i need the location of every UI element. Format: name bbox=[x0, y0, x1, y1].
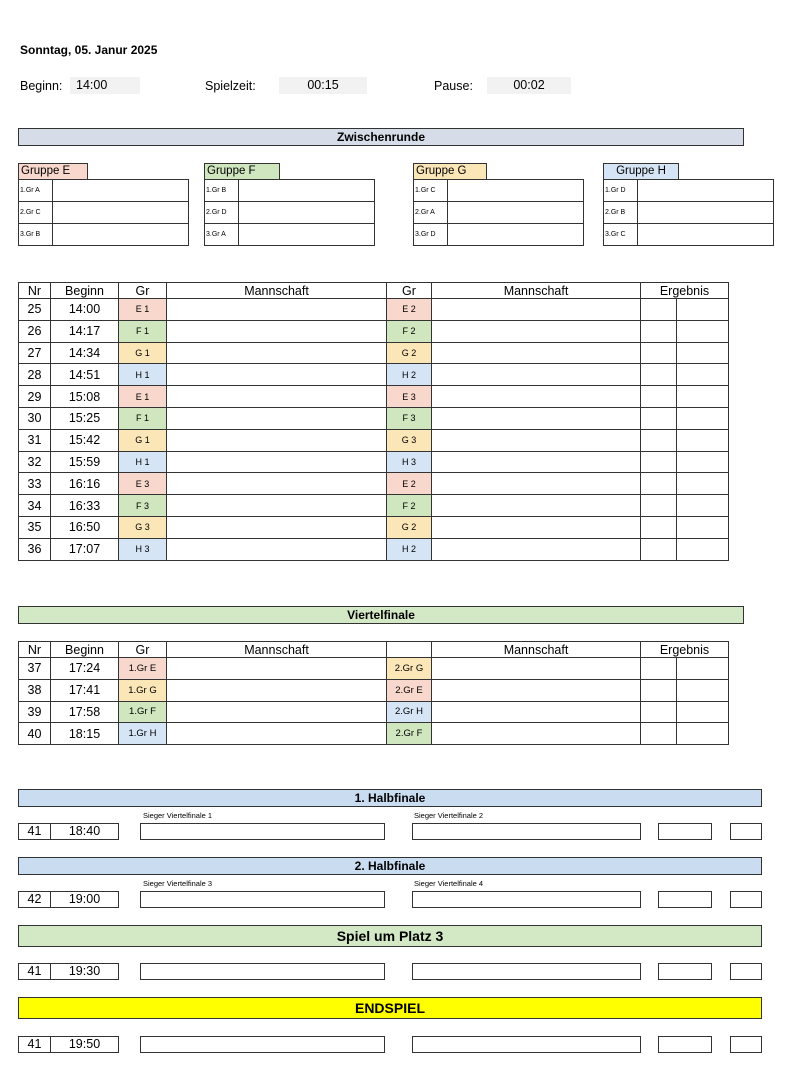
group-slot-label: 1.Gr D bbox=[604, 180, 638, 202]
group-tab: Gruppe E bbox=[18, 163, 88, 179]
score-2-field[interactable] bbox=[677, 516, 729, 538]
group-slot-label: 1.Gr B bbox=[205, 180, 239, 202]
group-row bbox=[205, 224, 375, 246]
match-time: 15:08 bbox=[51, 386, 119, 408]
match-time: 15:25 bbox=[51, 407, 119, 429]
team-2-field[interactable] bbox=[432, 538, 641, 560]
group-1-code: F 1 bbox=[119, 407, 167, 429]
group-slot-field[interactable] bbox=[239, 180, 375, 202]
match-time: 17:41 bbox=[51, 679, 119, 701]
group-2-code: H 2 bbox=[387, 364, 432, 386]
group-row bbox=[604, 180, 774, 202]
team-2-field[interactable] bbox=[432, 701, 641, 723]
team-1-field[interactable] bbox=[167, 495, 387, 517]
hf1-team-2-field[interactable] bbox=[412, 823, 641, 840]
score-2-field[interactable] bbox=[677, 679, 729, 701]
hf2-label-2: Sieger Viertelfinale 4 bbox=[414, 879, 484, 888]
team-2-field[interactable] bbox=[432, 429, 641, 451]
match-nr: 42 bbox=[19, 892, 51, 907]
group-table bbox=[603, 179, 774, 246]
match-time: 14:34 bbox=[51, 342, 119, 364]
table-row bbox=[19, 299, 729, 321]
team-2-field[interactable] bbox=[432, 342, 641, 364]
p3-match-info bbox=[18, 963, 119, 980]
score-1-field[interactable] bbox=[641, 429, 677, 451]
group-slot-field[interactable] bbox=[638, 224, 774, 246]
col-nr: Nr bbox=[19, 642, 51, 658]
col-mannschaft2: Mannschaft bbox=[432, 283, 641, 299]
zwischenrunde-title: Zwischenrunde bbox=[18, 128, 744, 146]
table-row bbox=[19, 495, 729, 517]
score-2-field[interactable] bbox=[677, 495, 729, 517]
table-row bbox=[19, 701, 729, 723]
group-1-code: F 3 bbox=[119, 495, 167, 517]
group-table bbox=[413, 179, 584, 246]
match-nr: 37 bbox=[19, 658, 51, 680]
group-slot-field[interactable] bbox=[239, 224, 375, 246]
match-nr: 33 bbox=[19, 473, 51, 495]
group-1-code: G 1 bbox=[119, 429, 167, 451]
team-2-field[interactable] bbox=[432, 320, 641, 342]
table-row bbox=[19, 658, 729, 680]
group-row bbox=[19, 180, 189, 202]
group-tab: Gruppe F bbox=[204, 163, 280, 179]
score-1-field[interactable] bbox=[641, 320, 677, 342]
team-1-field[interactable] bbox=[167, 386, 387, 408]
group-1-code: G 3 bbox=[119, 516, 167, 538]
team-1-field[interactable] bbox=[167, 473, 387, 495]
table-row bbox=[19, 364, 729, 386]
match-nr: 26 bbox=[19, 320, 51, 342]
halbfinale-1-title: 1. Halbfinale bbox=[18, 789, 762, 807]
score-1-field[interactable] bbox=[641, 495, 677, 517]
team-2-field[interactable] bbox=[432, 679, 641, 701]
spielzeit-value: 00:15 bbox=[279, 77, 367, 94]
page-date: Sonntag, 05. Janur 2025 bbox=[20, 43, 158, 57]
endspiel-title: ENDSPIEL bbox=[18, 997, 762, 1019]
hf2-score-1-field[interactable] bbox=[658, 891, 712, 908]
group-slot-field[interactable] bbox=[448, 224, 584, 246]
match-time: 19:00 bbox=[68, 892, 101, 906]
group-table bbox=[204, 179, 375, 246]
group-1-code: H 1 bbox=[119, 451, 167, 473]
group-table bbox=[18, 179, 189, 246]
match-time: 18:40 bbox=[68, 824, 101, 838]
p3-team-1-field[interactable] bbox=[140, 963, 385, 980]
col-mannschaft1: Mannschaft bbox=[167, 283, 387, 299]
score-2-field[interactable] bbox=[677, 473, 729, 495]
group-slot-label: 1.Gr A bbox=[19, 180, 53, 202]
p3-score-1-field[interactable] bbox=[658, 963, 712, 980]
team-2-field[interactable] bbox=[432, 364, 641, 386]
group-2-code: E 3 bbox=[387, 386, 432, 408]
score-2-field[interactable] bbox=[677, 407, 729, 429]
match-time: 18:15 bbox=[51, 723, 119, 745]
hf1-label-2: Sieger Viertelfinale 2 bbox=[414, 811, 484, 820]
table-row bbox=[19, 386, 729, 408]
score-2-field[interactable] bbox=[677, 723, 729, 745]
group-slot-field[interactable] bbox=[53, 180, 189, 202]
match-nr: 40 bbox=[19, 723, 51, 745]
col-gr2 bbox=[387, 642, 432, 658]
match-nr: 41 bbox=[19, 824, 51, 839]
group-1-code: E 1 bbox=[119, 299, 167, 321]
viertelfinale-table bbox=[18, 641, 729, 745]
match-time: 14:51 bbox=[51, 364, 119, 386]
hf1-score-2-field[interactable] bbox=[730, 823, 762, 840]
group-1-code: H 1 bbox=[119, 364, 167, 386]
table-header-row bbox=[19, 642, 729, 658]
col-gr1: Gr bbox=[119, 642, 167, 658]
team-1-field[interactable] bbox=[167, 320, 387, 342]
team-1-field[interactable] bbox=[167, 679, 387, 701]
group-2-code: 2.Gr G bbox=[387, 658, 432, 680]
group-1-code: 1.Gr G bbox=[119, 679, 167, 701]
table-row bbox=[19, 723, 729, 745]
table-row bbox=[19, 342, 729, 364]
score-2-field[interactable] bbox=[677, 342, 729, 364]
score-2-field[interactable] bbox=[677, 299, 729, 321]
col-beginn: Beginn bbox=[51, 283, 119, 299]
match-nr: 25 bbox=[19, 299, 51, 321]
group-row bbox=[414, 224, 584, 246]
col-beginn: Beginn bbox=[51, 642, 119, 658]
col-gr1: Gr bbox=[119, 283, 167, 299]
team-2-field[interactable] bbox=[432, 723, 641, 745]
score-1-field[interactable] bbox=[641, 299, 677, 321]
group-2-code: E 2 bbox=[387, 473, 432, 495]
group-slot-label: 3.Gr D bbox=[414, 224, 448, 246]
match-time: 15:59 bbox=[51, 451, 119, 473]
team-2-field[interactable] bbox=[432, 386, 641, 408]
team-1-field[interactable] bbox=[167, 364, 387, 386]
table-row bbox=[19, 451, 729, 473]
halbfinale-2-title: 2. Halbfinale bbox=[18, 857, 762, 875]
match-time: 19:30 bbox=[68, 964, 101, 978]
score-1-field[interactable] bbox=[641, 342, 677, 364]
group-row bbox=[205, 202, 375, 224]
col-nr: Nr bbox=[19, 283, 51, 299]
group-2-code: H 3 bbox=[387, 451, 432, 473]
team-2-field[interactable] bbox=[432, 299, 641, 321]
match-nr: 30 bbox=[19, 407, 51, 429]
group-row bbox=[205, 180, 375, 202]
score-2-field[interactable] bbox=[677, 701, 729, 723]
table-row bbox=[19, 538, 729, 560]
match-nr: 41 bbox=[19, 964, 51, 979]
group-2-code: 2.Gr F bbox=[387, 723, 432, 745]
score-2-field[interactable] bbox=[677, 364, 729, 386]
group-slot-label: 2.Gr A bbox=[414, 202, 448, 224]
group-tab: Gruppe H bbox=[603, 163, 679, 179]
beginn-label: Beginn: bbox=[20, 79, 63, 93]
p3-team-2-field[interactable] bbox=[412, 963, 641, 980]
group-tab: Gruppe G bbox=[413, 163, 487, 179]
group-slot-field[interactable] bbox=[53, 202, 189, 224]
match-nr: 38 bbox=[19, 679, 51, 701]
viertelfinale-title: Viertelfinale bbox=[18, 606, 744, 624]
group-1-code: G 1 bbox=[119, 342, 167, 364]
team-2-field[interactable] bbox=[432, 495, 641, 517]
table-row bbox=[19, 320, 729, 342]
match-time: 14:17 bbox=[51, 320, 119, 342]
group-row bbox=[414, 180, 584, 202]
hf1-match-info bbox=[18, 823, 119, 840]
match-nr: 41 bbox=[19, 1037, 51, 1052]
group-slot-field[interactable] bbox=[239, 202, 375, 224]
col-mannschaft2: Mannschaft bbox=[432, 642, 641, 658]
end-team-2-field[interactable] bbox=[412, 1036, 641, 1053]
team-2-field[interactable] bbox=[432, 451, 641, 473]
score-1-field[interactable] bbox=[641, 364, 677, 386]
group-slot-label: 2.Gr B bbox=[604, 202, 638, 224]
group-slot-field[interactable] bbox=[448, 180, 584, 202]
col-mannschaft1: Mannschaft bbox=[167, 642, 387, 658]
pause-label: Pause: bbox=[434, 79, 473, 93]
group-row bbox=[604, 224, 774, 246]
group-2-code: F 2 bbox=[387, 495, 432, 517]
col-gr2: Gr bbox=[387, 283, 432, 299]
group-1-code: 1.Gr H bbox=[119, 723, 167, 745]
group-slot-label: 3.Gr C bbox=[604, 224, 638, 246]
group-slot-field[interactable] bbox=[638, 202, 774, 224]
team-2-field[interactable] bbox=[432, 473, 641, 495]
team-1-field[interactable] bbox=[167, 701, 387, 723]
end-score-1-field[interactable] bbox=[658, 1036, 712, 1053]
match-nr: 29 bbox=[19, 386, 51, 408]
group-2-code: G 2 bbox=[387, 516, 432, 538]
table-row bbox=[19, 473, 729, 495]
match-nr: 36 bbox=[19, 538, 51, 560]
match-time: 17:58 bbox=[51, 701, 119, 723]
score-2-field[interactable] bbox=[677, 658, 729, 680]
team-2-field[interactable] bbox=[432, 407, 641, 429]
team-1-field[interactable] bbox=[167, 299, 387, 321]
group-row bbox=[19, 202, 189, 224]
table-row bbox=[19, 429, 729, 451]
group-1-code: 1.Gr E bbox=[119, 658, 167, 680]
group-slot-field[interactable] bbox=[448, 202, 584, 224]
score-1-field[interactable] bbox=[641, 407, 677, 429]
group-slot-label: 2.Gr C bbox=[19, 202, 53, 224]
score-1-field[interactable] bbox=[641, 386, 677, 408]
group-1-code: H 3 bbox=[119, 538, 167, 560]
score-1-field[interactable] bbox=[641, 538, 677, 560]
end-match-info bbox=[18, 1036, 119, 1053]
group-2-code: F 2 bbox=[387, 320, 432, 342]
group-2-code: 2.Gr H bbox=[387, 701, 432, 723]
score-1-field[interactable] bbox=[641, 451, 677, 473]
score-1-field[interactable] bbox=[641, 679, 677, 701]
hf2-team-1-field[interactable] bbox=[140, 891, 385, 908]
score-2-field[interactable] bbox=[677, 386, 729, 408]
group-row bbox=[19, 224, 189, 246]
hf1-score-1-field[interactable] bbox=[658, 823, 712, 840]
team-2-field[interactable] bbox=[432, 516, 641, 538]
hf2-match-info bbox=[18, 891, 119, 908]
end-team-1-field[interactable] bbox=[140, 1036, 385, 1053]
match-nr: 27 bbox=[19, 342, 51, 364]
match-time: 17:24 bbox=[51, 658, 119, 680]
match-nr: 39 bbox=[19, 701, 51, 723]
col-ergebnis: Ergebnis bbox=[641, 642, 729, 658]
score-1-field[interactable] bbox=[641, 473, 677, 495]
group-slot-field[interactable] bbox=[638, 180, 774, 202]
score-1-field[interactable] bbox=[641, 516, 677, 538]
group-slot-label: 3.Gr B bbox=[19, 224, 53, 246]
match-nr: 34 bbox=[19, 495, 51, 517]
score-2-field[interactable] bbox=[677, 451, 729, 473]
group-row bbox=[414, 202, 584, 224]
group-slot-field[interactable] bbox=[53, 224, 189, 246]
team-1-field[interactable] bbox=[167, 429, 387, 451]
table-header-row bbox=[19, 283, 729, 299]
hf2-score-2-field[interactable] bbox=[730, 891, 762, 908]
group-slot-label: 1.Gr C bbox=[414, 180, 448, 202]
score-2-field[interactable] bbox=[677, 320, 729, 342]
group-1-code: E 3 bbox=[119, 473, 167, 495]
match-time: 19:50 bbox=[68, 1037, 101, 1051]
zwischenrunde-table bbox=[18, 282, 729, 561]
group-slot-label: 2.Gr D bbox=[205, 202, 239, 224]
end-score-2-field[interactable] bbox=[730, 1036, 762, 1053]
team-1-field[interactable] bbox=[167, 658, 387, 680]
team-1-field[interactable] bbox=[167, 516, 387, 538]
hf1-team-1-field[interactable] bbox=[140, 823, 385, 840]
group-1-code: E 1 bbox=[119, 386, 167, 408]
match-time: 15:42 bbox=[51, 429, 119, 451]
group-2-code: G 3 bbox=[387, 429, 432, 451]
group-2-code: E 2 bbox=[387, 299, 432, 321]
beginn-value: 14:00 bbox=[70, 77, 140, 94]
pause-value: 00:02 bbox=[487, 77, 571, 94]
score-1-field[interactable] bbox=[641, 701, 677, 723]
group-1-code: 1.Gr F bbox=[119, 701, 167, 723]
score-2-field[interactable] bbox=[677, 429, 729, 451]
group-row bbox=[604, 202, 774, 224]
match-time: 16:33 bbox=[51, 495, 119, 517]
team-1-field[interactable] bbox=[167, 342, 387, 364]
team-1-field[interactable] bbox=[167, 451, 387, 473]
team-1-field[interactable] bbox=[167, 407, 387, 429]
table-row bbox=[19, 516, 729, 538]
hf2-label-1: Sieger Viertelfinale 3 bbox=[143, 879, 213, 888]
match-time: 17:07 bbox=[51, 538, 119, 560]
team-1-field[interactable] bbox=[167, 723, 387, 745]
match-nr: 35 bbox=[19, 516, 51, 538]
hf1-label-1: Sieger Viertelfinale 1 bbox=[143, 811, 213, 820]
platz-3-title: Spiel um Platz 3 bbox=[18, 925, 762, 947]
spielzeit-label: Spielzeit: bbox=[205, 79, 256, 93]
group-slot-label: 3.Gr A bbox=[205, 224, 239, 246]
group-2-code: H 2 bbox=[387, 538, 432, 560]
score-2-field[interactable] bbox=[677, 538, 729, 560]
team-1-field[interactable] bbox=[167, 538, 387, 560]
table-row bbox=[19, 407, 729, 429]
hf2-team-2-field[interactable] bbox=[412, 891, 641, 908]
match-nr: 31 bbox=[19, 429, 51, 451]
match-time: 16:50 bbox=[51, 516, 119, 538]
group-1-code: F 1 bbox=[119, 320, 167, 342]
group-2-code: 2.Gr E bbox=[387, 679, 432, 701]
team-2-field[interactable] bbox=[432, 658, 641, 680]
col-ergebnis: Ergebnis bbox=[641, 283, 729, 299]
match-nr: 28 bbox=[19, 364, 51, 386]
group-2-code: F 3 bbox=[387, 407, 432, 429]
table-row bbox=[19, 679, 729, 701]
p3-score-2-field[interactable] bbox=[730, 963, 762, 980]
group-2-code: G 2 bbox=[387, 342, 432, 364]
score-1-field[interactable] bbox=[641, 658, 677, 680]
match-time: 14:00 bbox=[51, 299, 119, 321]
match-nr: 32 bbox=[19, 451, 51, 473]
match-time: 16:16 bbox=[51, 473, 119, 495]
score-1-field[interactable] bbox=[641, 723, 677, 745]
